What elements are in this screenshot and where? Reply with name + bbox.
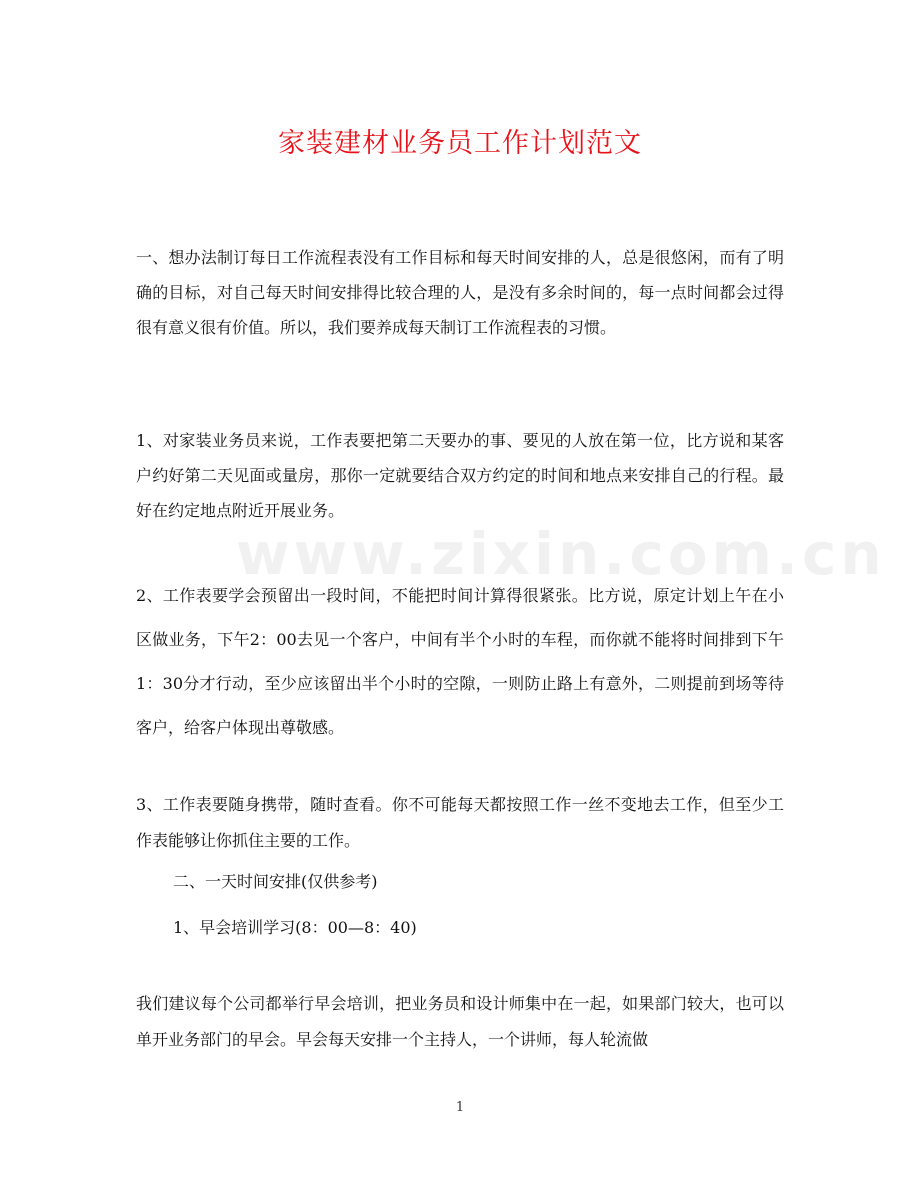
subheading-morning-training: 1、早会培训学习(8：00—8：40) [173,918,417,937]
document-title: 家装建材业务员工作计划范文 [278,128,642,159]
paragraph-point-2: 2、工作表要学会预留出一段时间，不能把时间计算得很紧张。比方说，原定计划上午在小区做业务，下午2：00去见一个客户，中间有半个小时的车程，而你就不能将时间排到下午1：30分才行动，至少应该留出半个小时的空隙，一则防止路上有意外，二则提前到场等待客户，给客户体现出尊敬感。 [136,586,784,737]
paragraph-point-1: 1、对家装业务员来说，工作表要把第二天要办的事、要见的人放在第一位，比方说和某客户约好第二天见面或量房，那你一定就要结合双方约定的时间和地点来安排自己的行程。最好在约定地点附近开展业务。 [136,431,784,520]
watermark: www.zixin.com.cn [236,520,886,588]
section-heading-daily-schedule: 二、一天时间安排(仅供参考) [173,872,378,891]
page-number: 1 [455,1100,465,1115]
paragraph-point-3: 3、工作表要随身携带，随时查看。你不可能每天都按照工作一丝不变地去工作，但至少工作表能够让你抓住主要的工作。 [136,795,784,850]
paragraph-daily-workflow: 一、想办法制订每日工作流程表没有工作目标和每天时间安排的人，总是很悠闲，而有了明确的目标，对自己每天时间安排得比较合理的人，是没有多余时间的，每一点时间都会过得很有意义很有价值。所以，我们要养成每天制订工作流程表的习惯。 [136,248,784,337]
paragraph-morning-meeting: 我们建议每个公司都举行早会培训，把业务员和设计师集中在一起，如果部门较大，也可以单开业务部门的早会。早会每天安排一个主持人，一个讲师，每人轮流做 [136,994,784,1049]
